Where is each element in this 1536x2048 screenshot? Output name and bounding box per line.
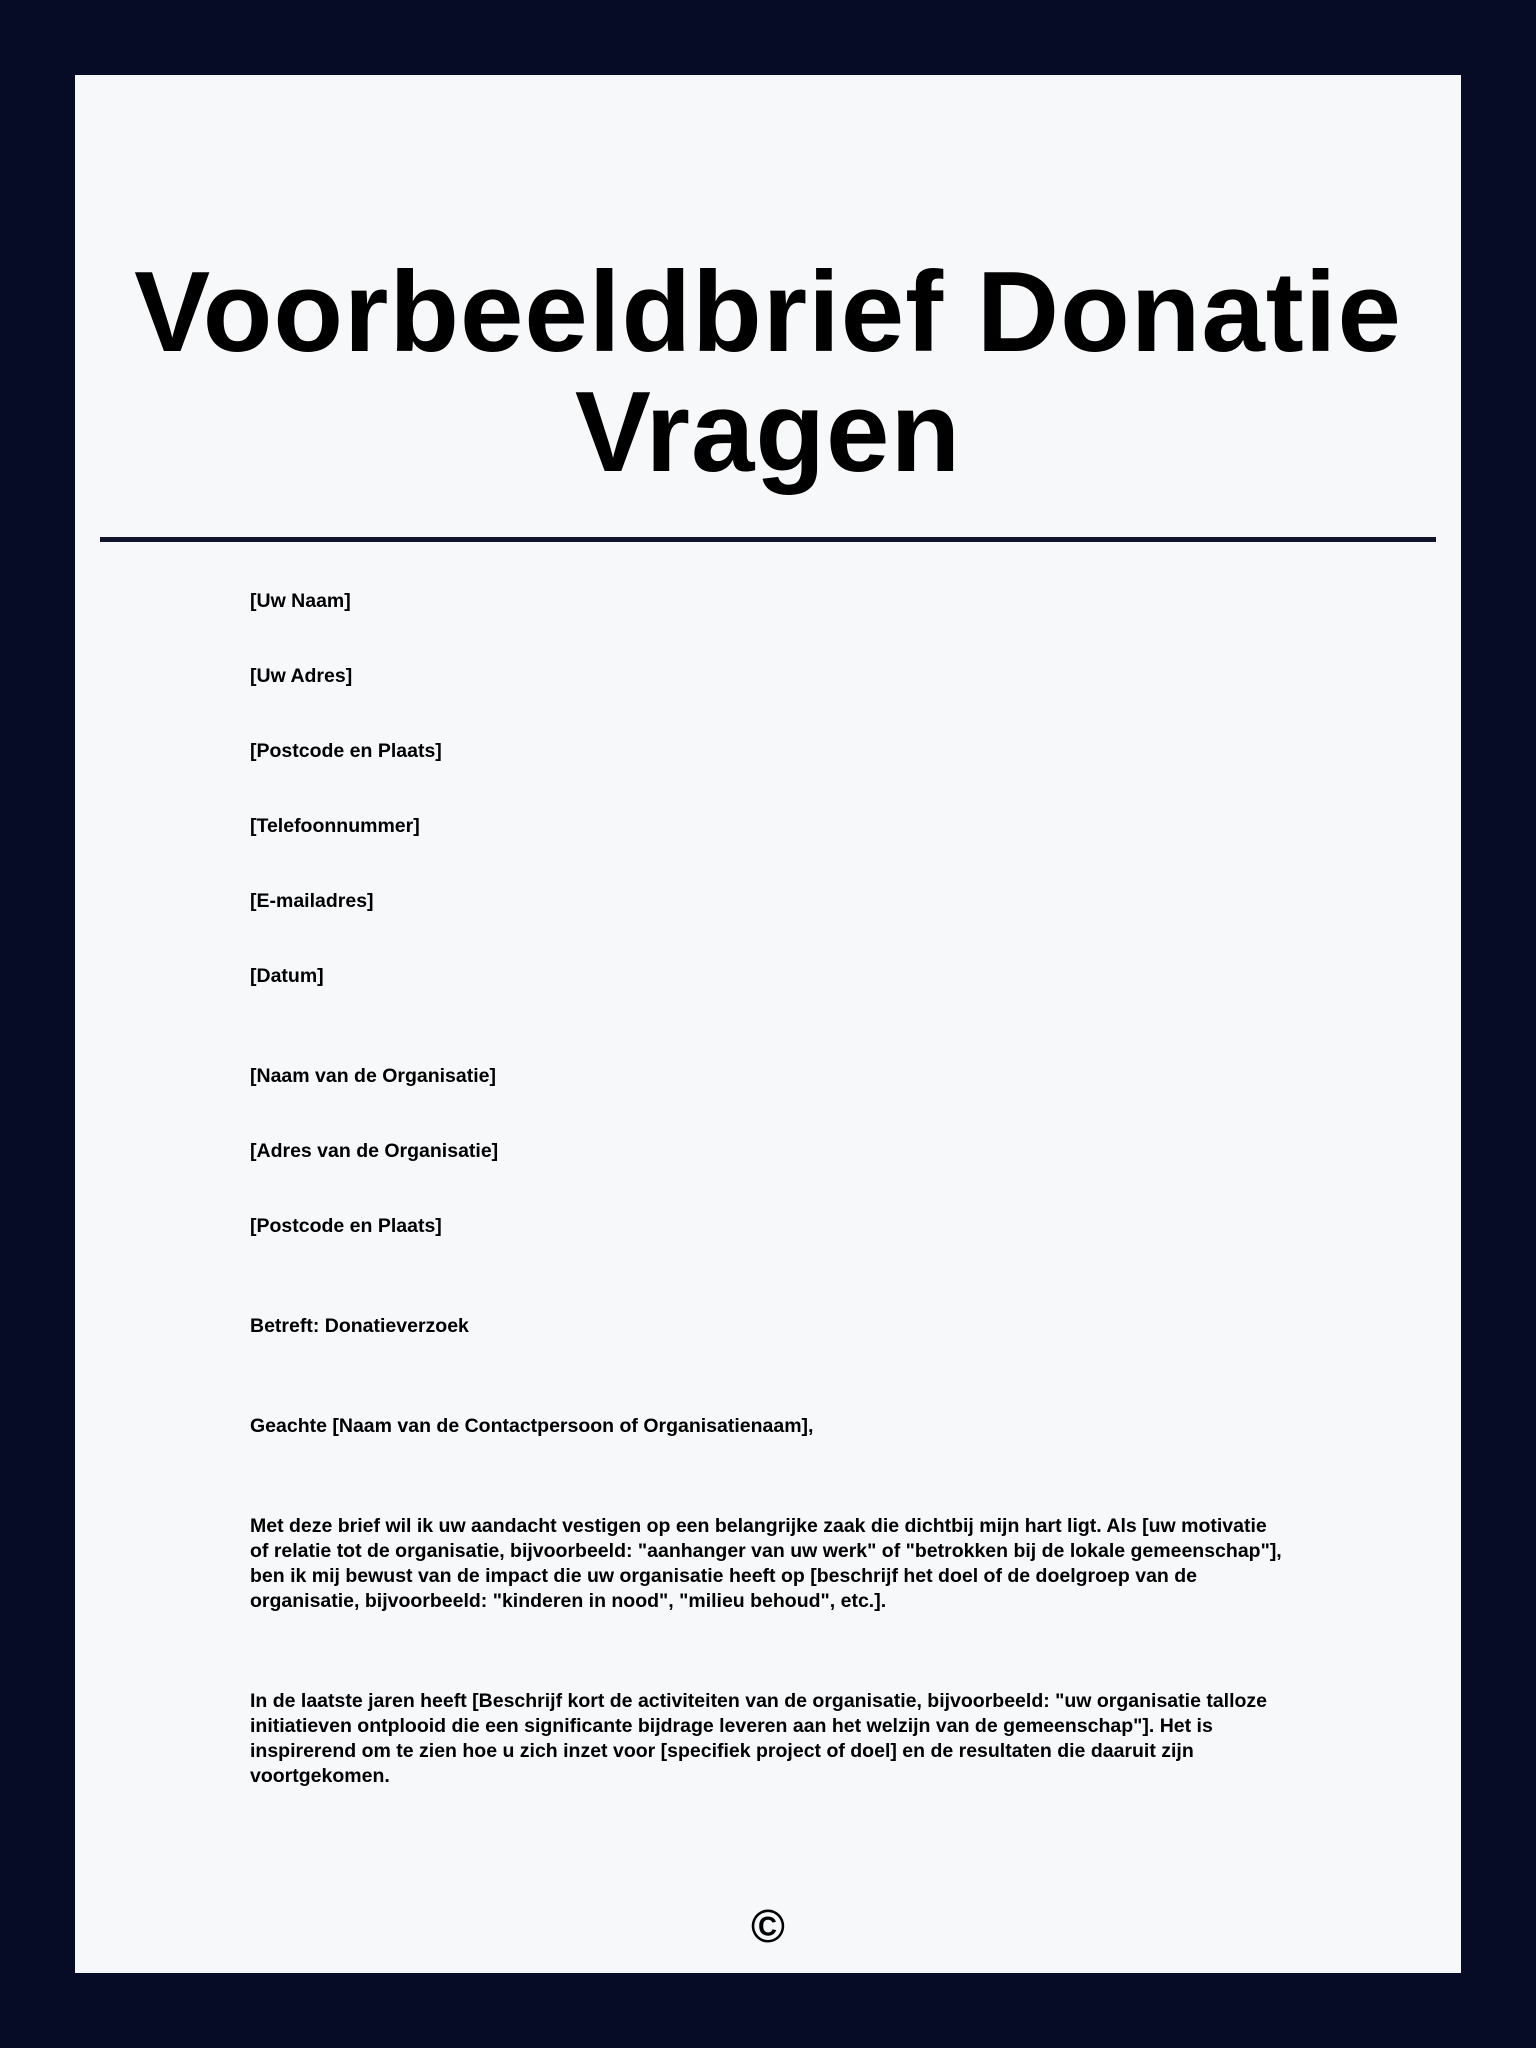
body-paragraph-2: In de laatste jaren heeft [Beschrijf kort de activiteiten van de organisatie, bijvoorbeeld: "uw organisatie talloze initiatieven ontplooid die een significante bijdrage leveren aan het welzijn van de gemeenschap"]. Het is inspirerend om te zien hoe u zich inzet voor [specifiek project of doel] en de resultaten die daaruit zijn voortgekomen.: [250, 1690, 1268, 1787]
recipient-postal-city: [Postcode en Plaats]: [250, 1215, 442, 1237]
sender-email: [E-mailadres]: [250, 890, 374, 912]
letter-subject: Betreft: Donatieverzoek: [250, 1315, 469, 1337]
copyright-symbol: ©: [751, 1900, 785, 1952]
body-paragraph-1: Met deze brief wil ik uw aandacht vestigen op een belangrijke zaak die dichtbij mijn hart ligt. Als [uw motivatie of relatie tot de organisatie, bijvoorbeeld: "aanhanger van uw werk" of "betrokken bij de lokale gemeenschap"], ben ik mij bewust van de impact die uw organisatie heeft op [beschrijf het doel of de doelgroep van de organisatie, bijvoorbeeld: "kinderen in nood", "milieu behoud", etc.].: [250, 1515, 1282, 1612]
title-line-2: Vragen: [574, 369, 962, 496]
letter-salutation: Geachte [Naam van de Contactpersoon of Organisatienaam],: [250, 1415, 814, 1437]
title-line-1: Voorbeeldbrief Donatie: [134, 249, 1402, 376]
sender-postal-city: [Postcode en Plaats]: [250, 740, 442, 762]
sender-phone: [Telefoonnummer]: [250, 815, 420, 837]
title-divider: [100, 537, 1436, 542]
recipient-organization: [Naam van de Organisatie]: [250, 1065, 496, 1087]
sender-address: [Uw Adres]: [250, 665, 353, 687]
letter-page: [75, 75, 1461, 1973]
letter-date: [Datum]: [250, 965, 324, 987]
sender-name: [Uw Naam]: [250, 590, 351, 612]
page-title: [75, 249, 1461, 496]
recipient-address: [Adres van de Organisatie]: [250, 1140, 499, 1162]
